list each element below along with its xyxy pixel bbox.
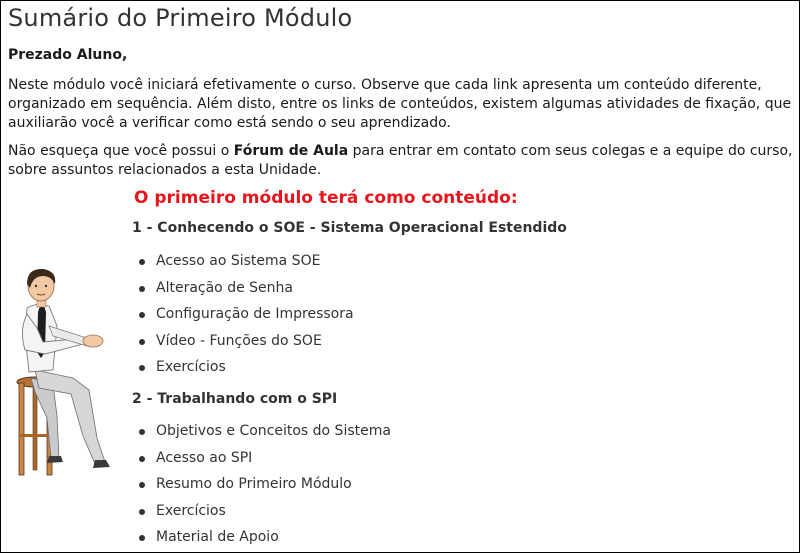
- list-item[interactable]: [139, 503, 391, 530]
- list-item-label: Alteração de Senha: [156, 279, 293, 296]
- list-item-label: Material de Apoio: [156, 529, 279, 545]
- list-item[interactable]: [139, 253, 354, 280]
- module-2-list: [139, 423, 391, 553]
- bullet-icon: [139, 259, 145, 265]
- bullet-icon: [139, 286, 145, 292]
- list-item[interactable]: [139, 333, 354, 360]
- list-item-label: Acesso ao SPI: [156, 449, 253, 466]
- forum-paragraph-text-start: Não esqueça que você possui o: [8, 143, 234, 159]
- bullet-icon: [139, 482, 145, 488]
- list-item-label: Exercícios: [156, 359, 226, 375]
- list-item[interactable]: [139, 280, 354, 307]
- list-item[interactable]: [139, 476, 391, 503]
- list-item-label: Vídeo - Funções do SOE: [156, 332, 322, 349]
- page-title: Sumário do Primeiro Módulo: [8, 4, 353, 32]
- list-item[interactable]: [139, 306, 354, 333]
- bullet-icon: [139, 535, 145, 541]
- forum-paragraph-text-end: para entrar em contato com seus colegas e a equipe do curso, sobre assuntos relacionados a esta Unidade.: [8, 143, 793, 178]
- bullet-icon: [139, 509, 145, 515]
- module-1-list: [139, 253, 354, 386]
- forum-paragraph: [8, 142, 794, 180]
- list-item[interactable]: [139, 423, 391, 450]
- list-item[interactable]: [139, 450, 391, 477]
- list-item-label: Resumo do Primeiro Módulo: [156, 476, 352, 492]
- bullet-icon: [139, 456, 145, 462]
- content-heading: O primeiro módulo terá como conteúdo:: [134, 188, 518, 208]
- list-item-label: Configuração de Impressora: [156, 306, 354, 322]
- bullet-icon: [139, 339, 145, 345]
- list-item[interactable]: [139, 529, 391, 553]
- greeting: Prezado Aluno,: [8, 47, 128, 63]
- intro-paragraph: Neste módulo você iniciará efetivamente o curso. Observe que cada link apresenta um conteúdo diferente, organizado em sequência. Além disto, entre os links de conteúdos, existem algumas atividades de fixação, que auxiliarão você a verificar como está sendo o seu aprendizado.: [8, 77, 792, 131]
- list-item-label: Acesso ao Sistema SOE: [156, 253, 321, 269]
- bullet-icon: [139, 365, 145, 371]
- bullet-icon: [139, 312, 145, 318]
- list-item[interactable]: [139, 359, 354, 386]
- list-item-label: Exercícios: [156, 502, 226, 519]
- man-on-stool-illustration: [13, 266, 113, 481]
- bullet-icon: [139, 429, 145, 435]
- forum-link-text: Fórum de Aula: [233, 143, 349, 159]
- module-1-title: 1 - Conhecendo o SOE - Sistema Operacional Estendido: [132, 220, 567, 236]
- list-item-label: Objetivos e Conceitos do Sistema: [156, 423, 391, 439]
- module-2-title: 2 - Trabalhando com o SPI: [132, 391, 338, 407]
